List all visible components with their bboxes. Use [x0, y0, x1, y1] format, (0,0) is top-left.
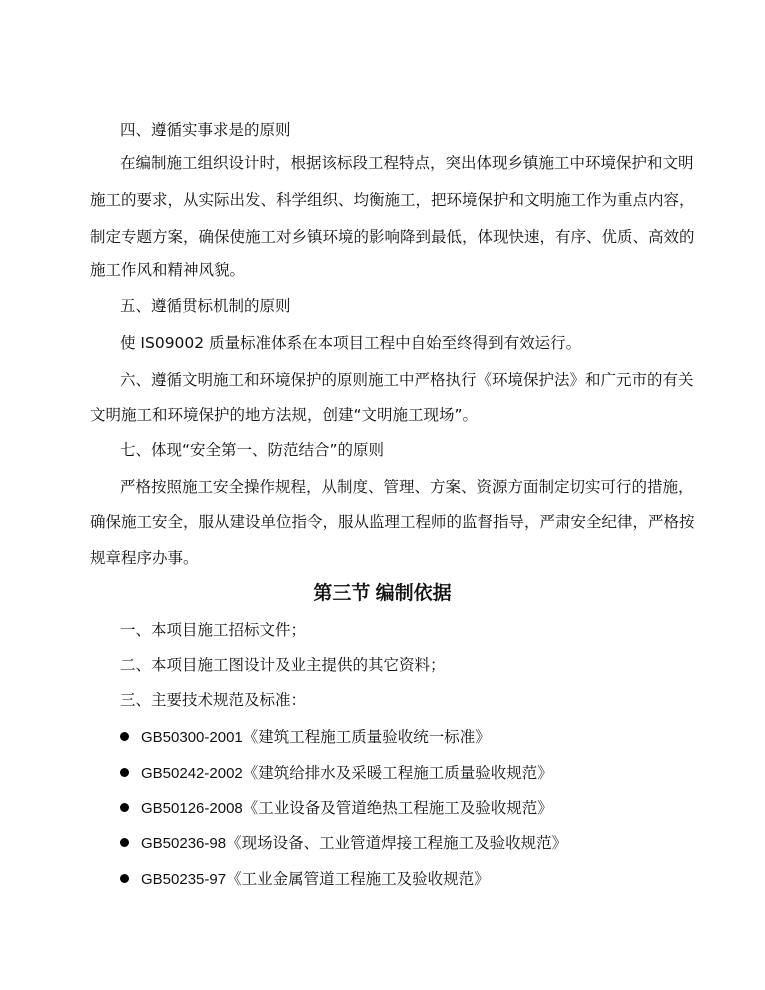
standard-name: 《工业金属管道工程施工及验收规范》: [226, 870, 490, 888]
section-6-title: 六、遵循文明施工和环境保护的原则施工中严格执行《环境保护法》和广元市的有关: [120, 371, 694, 389]
bullet-icon: [120, 803, 129, 812]
section-5-title: 五、遵循贯标机制的原则: [120, 297, 291, 315]
bullet-icon: [120, 874, 129, 883]
standard-name: 《建筑工程施工质量验收统一标准》: [242, 728, 491, 746]
paragraph-line: 文明施工和环境保护的地方法规，创建“文明施工现场”。: [90, 406, 479, 424]
section-7-title: 七、体现“安全第一、防范结合”的原则: [120, 441, 385, 459]
paragraph-line: 使 IS09002 质量标准体系在本项目工程中自始至终得到有效运行。: [120, 334, 582, 352]
paragraph-line: 制定专题方案，确保使施工对乡镇环境的影响降到最低，体现快速，有序、优质、高效的: [90, 228, 695, 246]
standard-name: 《建筑给排水及采暖工程施工质量验收规范》: [242, 764, 553, 782]
standard-code: GB50126-2008: [141, 800, 243, 817]
standard-item: [120, 763, 553, 784]
section-heading: 第三节 编制依据: [313, 583, 452, 604]
paragraph-line: 施工作风和精神风貌。: [90, 261, 246, 279]
standard-code: GB50235-97: [141, 871, 227, 888]
standard-item: [120, 727, 491, 748]
standard-item: [120, 798, 553, 819]
bullet-icon: [120, 768, 129, 777]
paragraph-line: 在编制施工组织设计时，根据该标段工程特点，突出体现乡镇施工中环境保护和文明: [120, 154, 694, 172]
paragraph-line: 严格按照施工安全操作规程，从制度、管理、方案、资源方面制定切实可行的措施，: [120, 478, 694, 496]
basis-item: 二、本项目施工图设计及业主提供的其它资料；: [120, 656, 446, 674]
standard-item: [120, 869, 490, 890]
standard-code: GB50236-98: [141, 835, 227, 852]
standard-name: 《现场设备、工业管道焊接工程施工及验收规范》: [226, 834, 568, 852]
standard-code: GB50242-2002: [141, 765, 243, 782]
standard-item: [120, 833, 567, 854]
paragraph-line: 施工的要求，从实际出发、科学组织、均衡施工，把环境保护和文明施工作为重点内容，: [90, 191, 695, 209]
basis-item: 一、本项目施工招标文件；: [120, 621, 307, 639]
bullet-icon: [120, 732, 129, 741]
bullet-icon: [120, 838, 129, 847]
paragraph-line: 确保施工安全，服从建设单位指令，服从监理工程师的监督指导，严肃安全纪律，严格按: [90, 513, 695, 531]
basis-item: 三、主要技术规范及标准：: [120, 691, 307, 709]
standard-code: GB50300-2001: [141, 729, 243, 746]
paragraph-line: 规章程序办事。: [90, 549, 199, 567]
standard-name: 《工业设备及管道绝热工程施工及验收规范》: [242, 799, 553, 817]
section-4-title: 四、遵循实事求是的原则: [120, 121, 291, 139]
